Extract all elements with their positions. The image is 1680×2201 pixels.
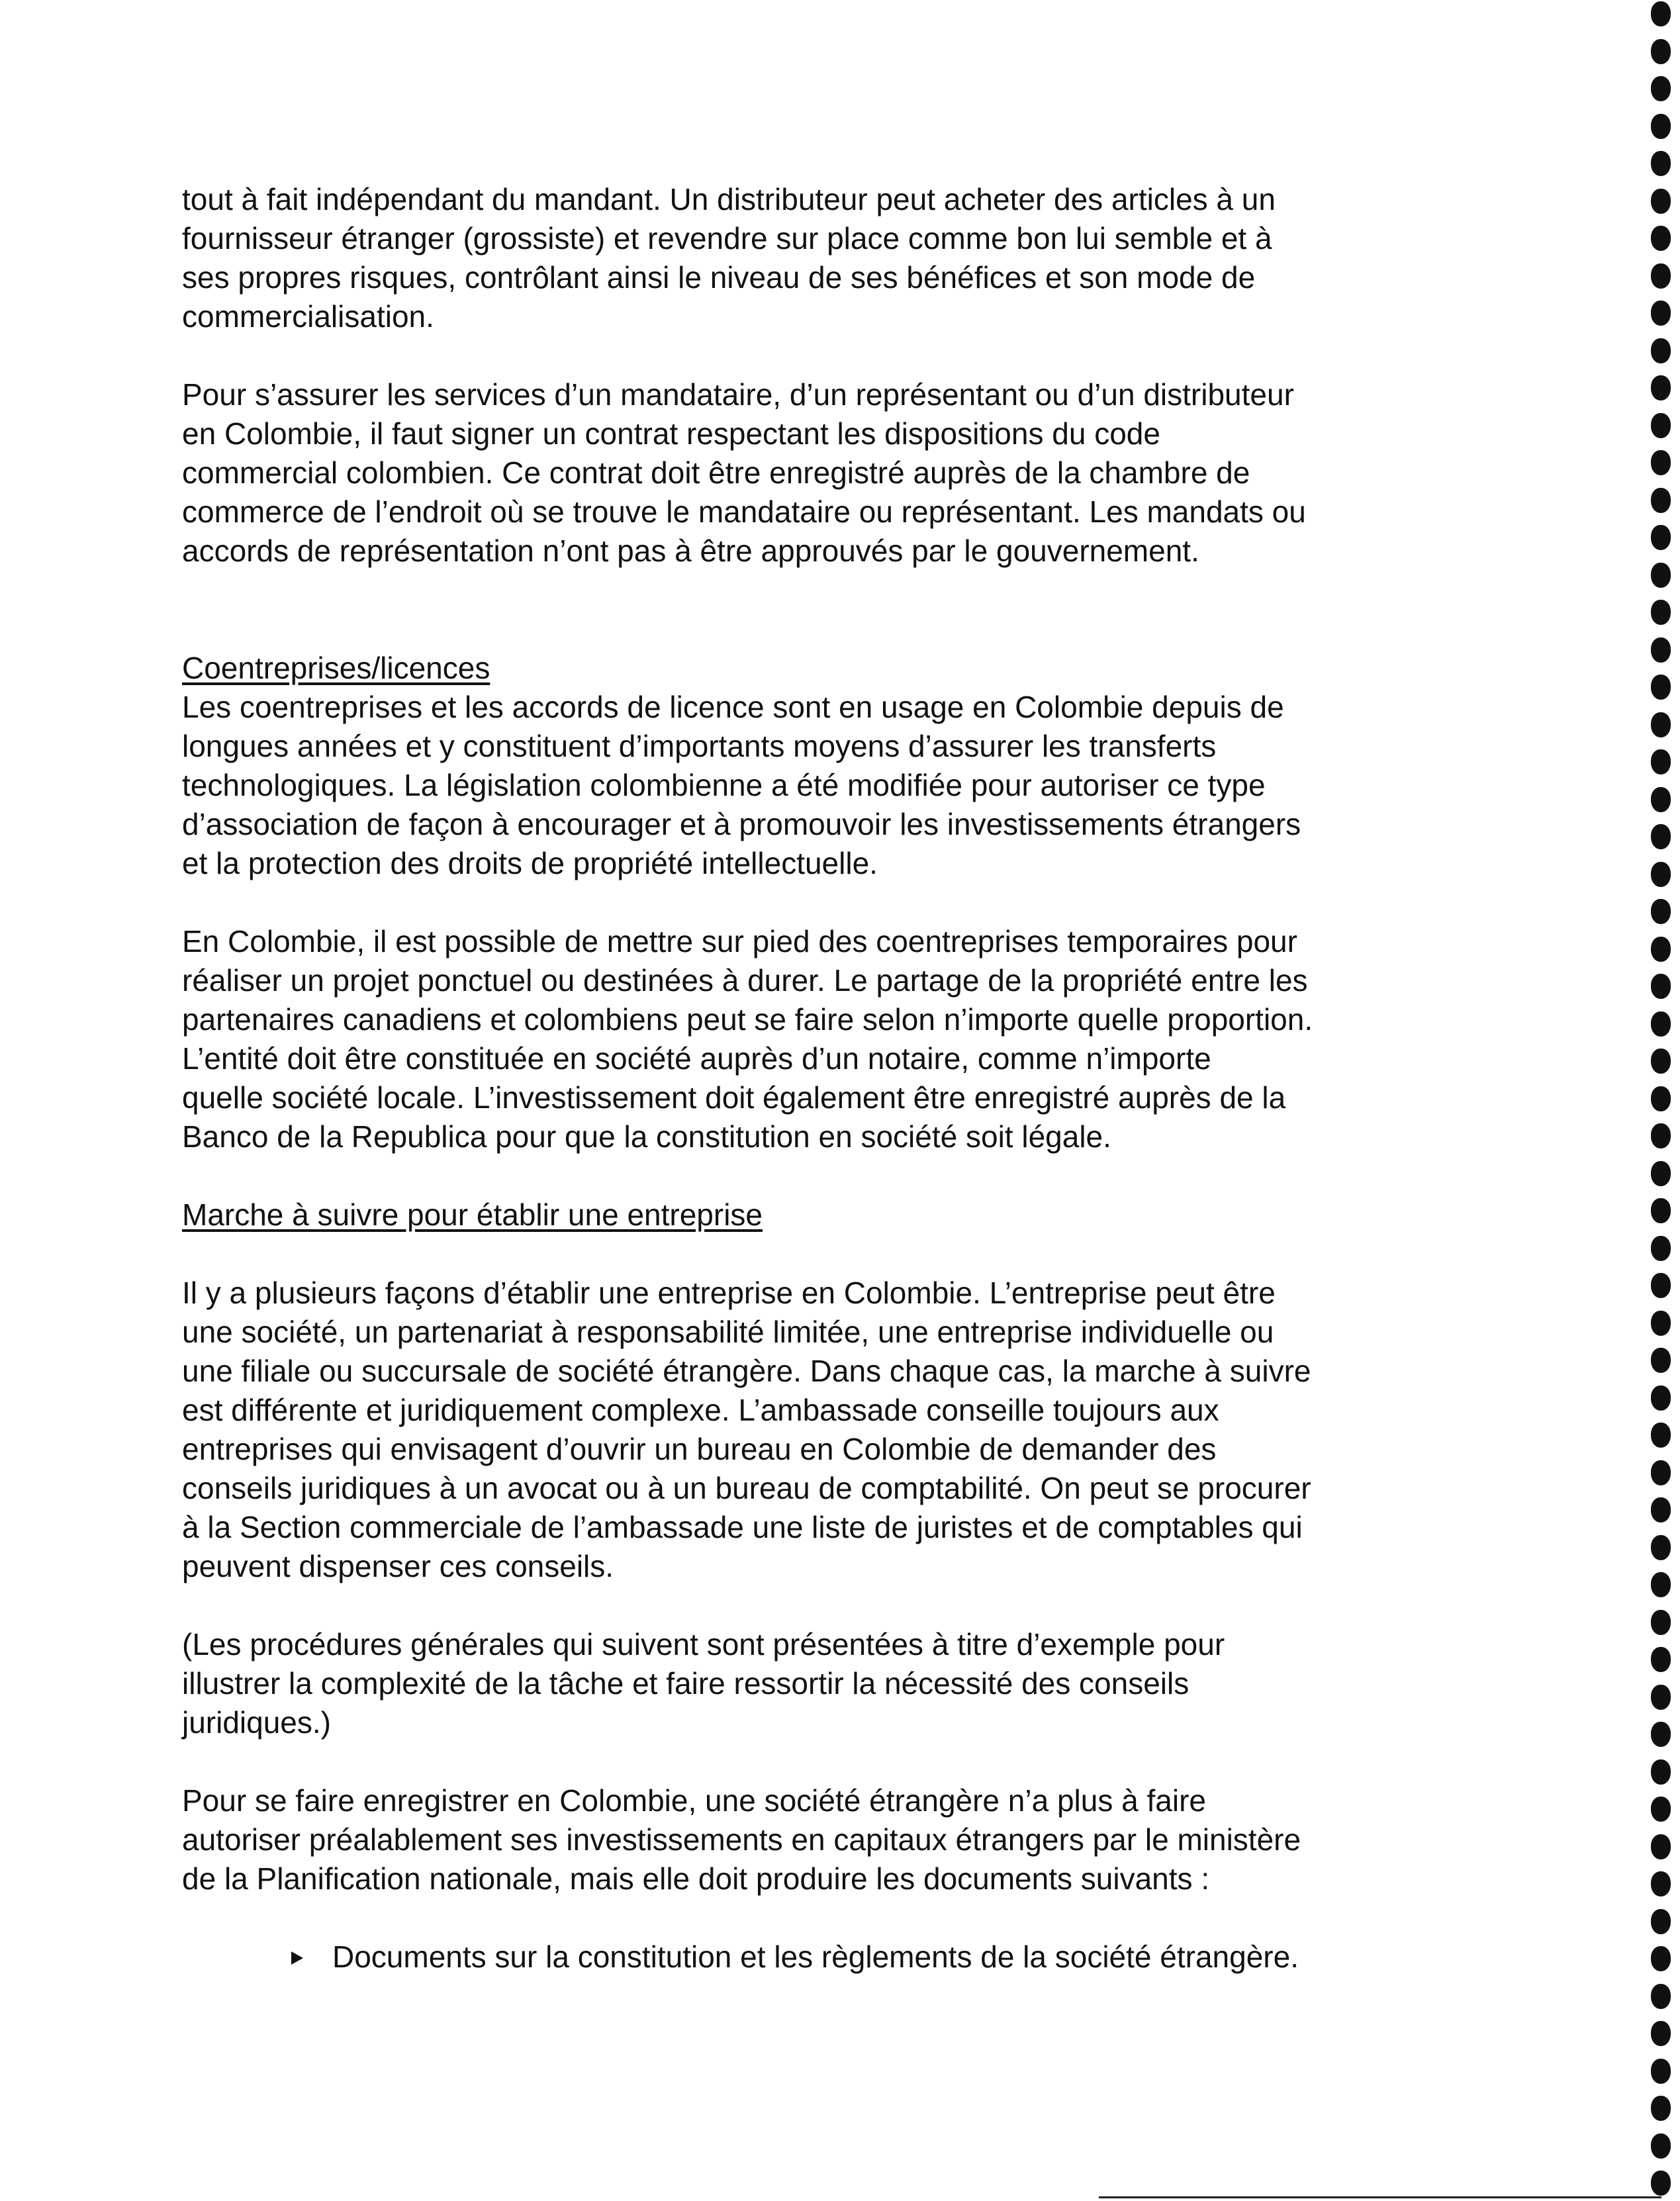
binding-hole-icon [1651,1348,1671,1373]
binding-hole-icon [1651,1984,1671,2009]
text-line: est différente et juridiquement complexe. L’ambassade conseille toujours aux [182,1393,1219,1427]
binding-hole-icon [1651,1311,1671,1336]
binding-hole-icon [1651,1535,1671,1560]
text-line: longues années et y constituent d’importants moyens d’assurer les transferts [182,729,1217,763]
binding-hole-icon [1651,338,1671,363]
binding-hole-icon [1651,263,1671,289]
binding-hole-icon [1651,712,1671,737]
binding-hole-icon [1651,749,1671,774]
binding-hole-icon [1651,1123,1671,1148]
text-line: Il y a plusieurs façons d’établir une entreprise en Colombie. L’entreprise peut être [182,1276,1276,1310]
paragraph-distributeur [182,180,1499,336]
text-line: tout à fait indépendant du mandant. Un distributeur peut acheter des articles à un [182,182,1276,216]
binding-hole-icon [1651,563,1671,588]
binding-hole-icon [1651,1086,1671,1111]
paragraph-enregistrement [182,1781,1499,1898]
binding-hole-icon [1651,1,1671,26]
binding-hole-icon [1651,1423,1671,1448]
triangle-bullet-icon [291,1951,303,1965]
paragraph-procedures-generales [182,1625,1499,1742]
binding-hole-icon [1651,675,1671,700]
binding-hole-icon [1651,1610,1671,1635]
paragraph-coentreprises-temporaires [182,922,1499,1156]
text-line: une filiale ou succursale de société étrangère. Dans chaque cas, la marche à suivre [182,1354,1311,1388]
binding-hole-icon [1651,1161,1671,1186]
bullet-text: Documents sur la constitution et les règlements de la société étrangère. [332,1940,1299,1974]
binding-hole-icon [1651,226,1671,251]
text-line: commercialisation. [182,299,434,334]
binding-hole-icon [1651,1385,1671,1411]
binding-hole-icon [1651,899,1671,924]
binding-hole-icon [1651,2059,1671,2084]
binding-hole-icon [1651,189,1671,214]
binding-hole-icon [1651,1647,1671,1672]
binding-hole-icon [1651,1497,1671,1522]
text-line: conseils juridiques à un avocat ou à un bureau de comptabilité. On peut se procurer [182,1471,1311,1505]
binding-hole-icon [1651,1049,1671,1074]
text-line: En Colombie, il est possible de mettre sur pied des coentreprises temporaires pour [182,924,1297,959]
paragraph-etablir-entreprise [182,1274,1499,1586]
text-line: technologiques. La législation colombienne a été modifiée pour autoriser ce type [182,768,1266,802]
text-line: en Colombie, il faut signer un contrat respectant les dispositions du code [182,416,1160,451]
binding-hole-icon [1651,1946,1671,1971]
binding-hole-icon [1651,862,1671,887]
binding-hole-icon [1651,1273,1671,1298]
section-heading-coentreprises: Coentreprises/licences [182,651,490,685]
text-line: Pour s’assurer les services d’un mandataire, d’un représentant ou d’un distributeur [182,377,1294,412]
binding-hole-icon [1651,824,1671,849]
binding-hole-icon [1651,114,1671,139]
text-line: quelle société locale. L’investissement doit également être enregistré auprès de la [182,1080,1286,1115]
binding-hole-icon [1651,1871,1671,1897]
text-line: Banco de la Republica pour que la constitution en société soit légale. [182,1119,1111,1154]
text-line: juridiques.) [182,1705,331,1740]
binding-hole-icon [1651,937,1671,962]
page-bottom-rule [1099,2196,1661,2198]
text-line: (Les procédures générales qui suivent sont présentées à titre d’exemple pour [182,1627,1225,1662]
text-line: à la Section commerciale de l’ambassade une liste de juristes et de comptables qui [182,1510,1303,1544]
binding-hole-icon [1651,151,1671,176]
binding-hole-icon [1651,1909,1671,1934]
binding-hole-icon [1651,2021,1671,2046]
text-line: accords de représentation n’ont pas à être approuvés par le gouvernement. [182,534,1199,568]
binding-hole-icon [1651,2133,1671,2159]
text-line: Pour se faire enregistrer en Colombie, une société étrangère n’a plus à faire [182,1783,1206,1818]
text-line: de la Planification nationale, mais elle doit produire les documents suivants : [182,1861,1210,1896]
text-line: commercial colombien. Ce contrat doit être enregistré auprès de la chambre de [182,455,1250,490]
text-line: autoriser préalablement ses investissements en capitaux étrangers par le ministère [182,1822,1301,1857]
text-line: réaliser un projet ponctuel ou destinées à durer. Le partage de la propriété entre les [182,963,1308,998]
paragraph-licences [182,688,1499,883]
binding-hole-icon [1651,488,1671,513]
binding-hole-icon [1651,39,1671,64]
binding-hole-icon [1651,600,1671,625]
binding-hole-icon [1651,413,1671,438]
binding-hole-icon [1651,1236,1671,1261]
document-body [182,180,1499,1977]
binding-hole-icon [1651,1834,1671,1859]
binding-hole-icon [1651,450,1671,475]
binding-hole-icon [1651,1011,1671,1037]
binding-hole-icon [1651,2096,1671,2121]
text-line: fournisseur étranger (grossiste) et revendre sur place comme bon lui semble et à [182,221,1272,256]
section-heading-marche-a-suivre: Marche à suivre pour établir une entreprise [182,1197,763,1232]
text-line: une société, un partenariat à responsabilité limitée, une entreprise individuelle ou [182,1315,1274,1349]
text-line: peuvent dispenser ces conseils. [182,1549,614,1583]
binding-hole-icon [1651,525,1671,550]
text-line: Les coentreprises et les accords de licence sont en usage en Colombie depuis de [182,690,1284,724]
text-line: ses propres risques, contrôlant ainsi le niveau de ses bénéfices et son mode de [182,260,1256,295]
text-line: d’association de façon à encourager et à promouvoir les investissements étrangers [182,807,1301,841]
spiral-binding-holes [1648,0,1675,2201]
text-line: entreprises qui envisagent d’ouvrir un bureau en Colombie de demander des [182,1432,1217,1466]
binding-hole-icon [1651,2171,1671,2196]
text-line: commerce de l’endroit où se trouve le mandataire ou représentant. Les mandats ou [182,494,1306,529]
binding-hole-icon [1651,76,1671,101]
binding-hole-icon [1651,301,1671,326]
paragraph-contrat [182,375,1499,571]
binding-hole-icon [1651,1759,1671,1785]
binding-hole-icon [1651,787,1671,812]
binding-hole-icon [1651,637,1671,663]
binding-hole-icon [1651,1198,1671,1223]
binding-hole-icon [1651,1460,1671,1485]
binding-hole-icon [1651,1797,1671,1822]
binding-hole-icon [1651,375,1671,400]
text-line: et la protection des droits de propriété intellectuelle. [182,846,878,880]
binding-hole-icon [1651,1722,1671,1747]
text-line: illustrer la complexité de la tâche et faire ressortir la nécessité des conseils [182,1666,1190,1701]
binding-hole-icon [1651,1572,1671,1597]
text-line: partenaires canadiens et colombiens peut se faire selon n’importe quelle proportion. [182,1002,1313,1037]
binding-hole-icon [1651,974,1671,999]
bullet-item-documents [291,1938,1499,1977]
binding-hole-icon [1651,1685,1671,1710]
text-line: L’entité doit être constituée en société auprès d’un notaire, comme n’importe [182,1041,1211,1076]
